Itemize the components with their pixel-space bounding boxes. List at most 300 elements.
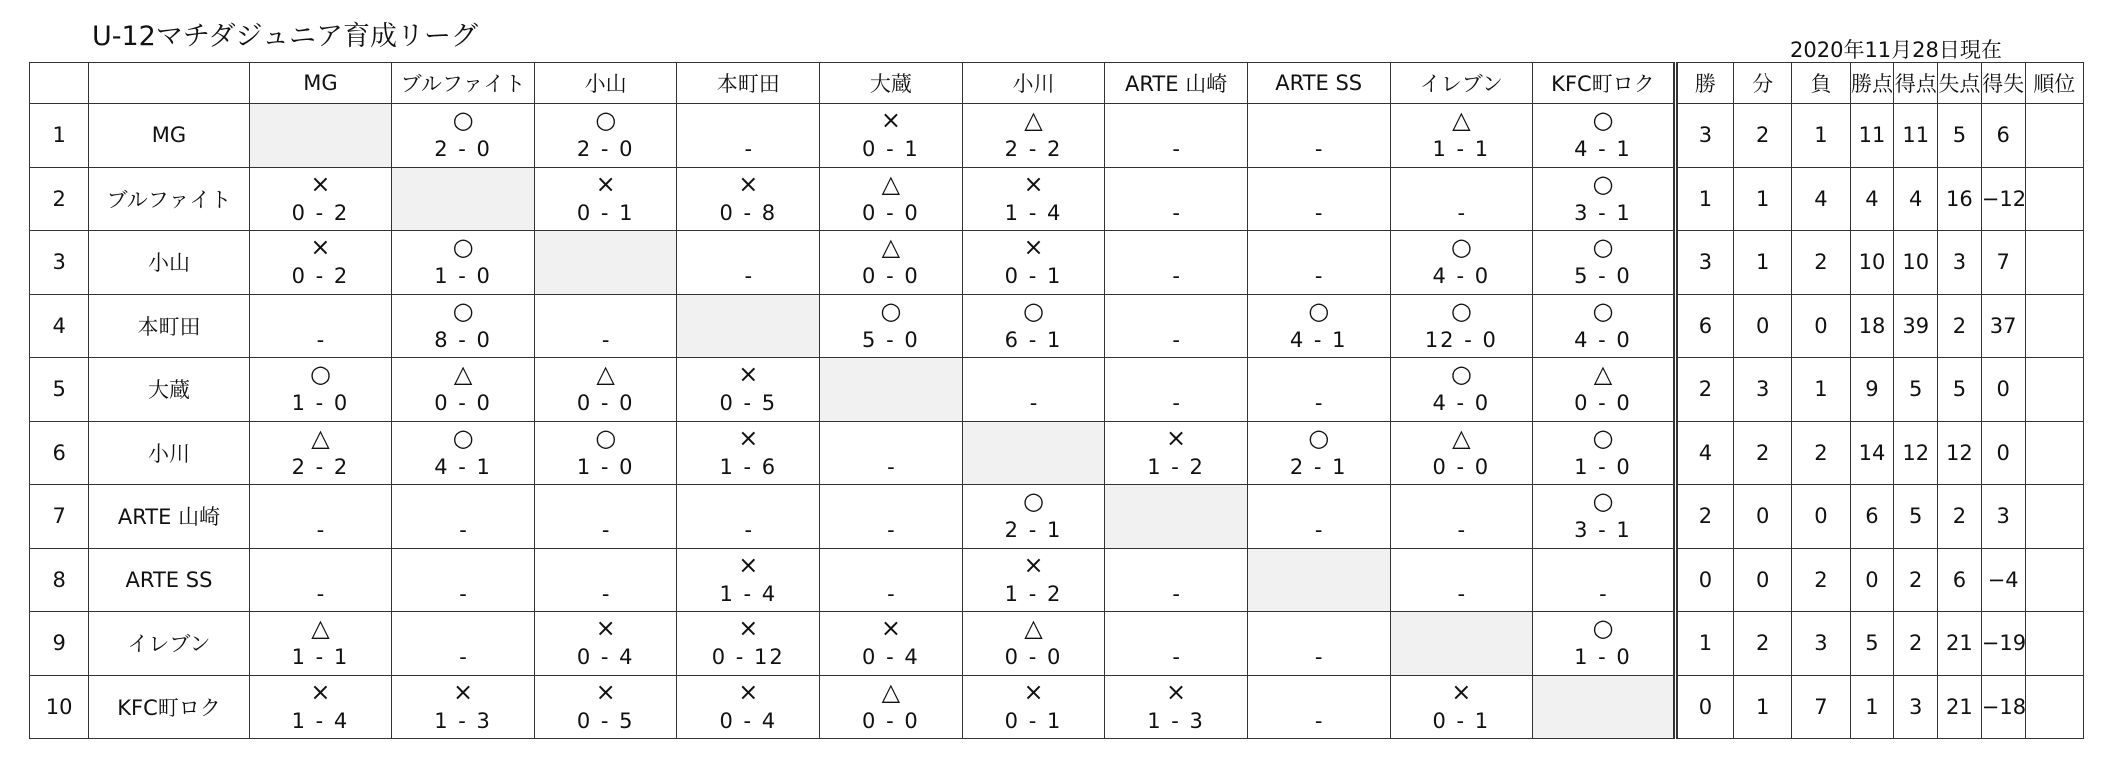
match-result-cell: [962, 104, 1105, 168]
match-result-cell: [534, 294, 677, 358]
stat-cell: 21: [1938, 612, 1982, 676]
match-result-cell: [534, 167, 677, 231]
no-match-dash: -: [316, 518, 325, 543]
result-mark: ○: [1592, 106, 1614, 135]
result-mark-empty: [1248, 360, 1390, 388]
match-result-cell: [820, 167, 963, 231]
match-result-cell: [1533, 421, 1676, 485]
match-result-cell: [962, 167, 1105, 231]
stat-cell: 16: [1938, 167, 1982, 231]
no-match-dash: -: [1599, 581, 1607, 606]
result-mark-empty: [1248, 170, 1390, 198]
result-mark-empty: [677, 106, 819, 134]
no-match-dash: -: [1314, 391, 1323, 416]
stat-cell: 9: [1850, 358, 1894, 422]
match-score: 1 - 3: [434, 708, 492, 733]
match-result-cell: [534, 548, 677, 612]
stat-cell: 2: [1792, 231, 1850, 295]
column-header-team: 小川: [962, 63, 1105, 104]
result-mark: ○: [595, 423, 617, 452]
match-result-cell: [392, 548, 535, 612]
result-mark: ×: [1451, 677, 1472, 706]
stat-cell: 6: [1675, 294, 1733, 358]
match-score: 1 - 3: [1147, 708, 1205, 733]
stat-cell: 5: [1938, 358, 1982, 422]
match-score: 0 - 0: [862, 264, 920, 289]
no-match-dash: -: [1172, 391, 1180, 416]
table-row: [30, 548, 2084, 612]
no-match-dash: -: [744, 518, 753, 543]
stat-cell: [2025, 167, 2084, 231]
match-result-cell: [249, 548, 392, 612]
match-result-cell: [820, 485, 963, 549]
result-mark-empty: [1105, 551, 1247, 579]
league-table: [29, 62, 2084, 739]
result-mark-empty: [250, 487, 392, 515]
no-match-dash: -: [1172, 581, 1180, 606]
match-score: 1 - 4: [1004, 200, 1063, 225]
match-result-cell: [249, 167, 392, 231]
match-score: 1 - 1: [1432, 137, 1491, 162]
result-mark-empty: [963, 360, 1105, 388]
result-mark-empty: [535, 487, 677, 515]
stat-cell: 12: [1938, 421, 1982, 485]
match-score: 0 - 0: [862, 200, 920, 225]
no-match-dash: -: [1029, 391, 1038, 416]
stat-cell: −12: [1981, 167, 2025, 231]
stat-cell: 5: [1938, 104, 1982, 168]
result-mark-empty: [820, 487, 962, 515]
row-team-name: KFC町ロク: [89, 675, 249, 739]
match-score: 4 - 1: [1289, 327, 1348, 352]
match-score: 1 - 4: [719, 581, 778, 606]
result-mark: ×: [880, 106, 901, 135]
match-result-cell: [1390, 358, 1533, 422]
match-result-cell: [392, 675, 535, 739]
stat-cell: [2025, 231, 2084, 295]
match-result-cell: [1533, 612, 1676, 676]
result-mark: ×: [1023, 550, 1044, 579]
stat-cell: 2: [1792, 421, 1850, 485]
stat-cell: 21: [1938, 675, 1982, 739]
no-match-dash: -: [316, 581, 325, 606]
no-match-dash: -: [1172, 645, 1180, 670]
result-mark-empty: [1105, 106, 1247, 134]
stat-cell: [2025, 675, 2084, 739]
stat-cell: 2: [1734, 421, 1792, 485]
match-score: 2 - 1: [1289, 454, 1348, 479]
result-mark: △: [881, 169, 901, 198]
row-team-name: 小川: [89, 421, 249, 485]
result-mark: ×: [738, 550, 759, 579]
stat-cell: 2: [1675, 358, 1733, 422]
stat-cell: 1: [1734, 167, 1792, 231]
match-score: 1 - 1: [291, 645, 350, 670]
match-result-cell: [677, 548, 820, 612]
stat-cell: 6: [1981, 104, 2025, 168]
stat-cell: 3: [1981, 485, 2025, 549]
match-score: 6 - 1: [1004, 327, 1063, 352]
match-result-cell: [962, 612, 1105, 676]
stat-cell: 2: [1734, 104, 1792, 168]
match-result-cell: [1105, 231, 1248, 295]
row-number: 10: [30, 675, 89, 739]
result-mark-empty: [1391, 551, 1533, 579]
stat-cell: 1: [1734, 231, 1792, 295]
match-result-cell: [1533, 358, 1676, 422]
result-mark: ○: [1592, 169, 1614, 198]
column-header-stat: 得点: [1894, 63, 1938, 104]
match-result-cell: [1105, 612, 1248, 676]
stat-cell: 0: [1792, 294, 1850, 358]
match-result-cell: [677, 231, 820, 295]
column-header-team: ARTE 山崎: [1105, 63, 1248, 104]
no-match-dash: -: [601, 327, 610, 352]
match-result-cell: [392, 421, 535, 485]
match-result-cell: [1105, 294, 1248, 358]
stat-cell: 7: [1981, 231, 2025, 295]
no-match-dash: -: [744, 137, 753, 162]
stat-cell: [2025, 612, 2084, 676]
match-result-cell: [1105, 104, 1248, 168]
stat-cell: 1: [1675, 167, 1733, 231]
match-score: 4 - 0: [1574, 327, 1632, 352]
match-score: 8 - 0: [434, 327, 492, 352]
column-header-team: KFC町ロク: [1533, 63, 1676, 104]
match-result-cell: [1390, 104, 1533, 168]
result-mark: ×: [1166, 423, 1187, 452]
stat-cell: [2025, 294, 2084, 358]
table-row: [30, 167, 2084, 231]
match-score: 2 - 0: [434, 137, 492, 162]
result-mark: ×: [310, 677, 331, 706]
match-score: 2 - 2: [291, 454, 350, 479]
result-mark-empty: [1105, 233, 1247, 261]
match-result-cell: [1247, 612, 1390, 676]
match-result-cell: [1105, 421, 1248, 485]
result-mark-empty: [820, 424, 962, 452]
result-mark: ×: [1023, 169, 1044, 198]
no-match-dash: -: [601, 581, 610, 606]
match-result-cell: [820, 294, 963, 358]
match-result-cell: [677, 167, 820, 231]
match-result-cell: [677, 421, 820, 485]
table-row: [30, 421, 2084, 485]
result-mark: ○: [1592, 296, 1614, 325]
match-score: 1 - 0: [1574, 645, 1632, 670]
result-mark: △: [453, 360, 473, 389]
result-mark: ○: [595, 106, 617, 135]
result-mark-empty: [1391, 170, 1533, 198]
match-result-cell: [820, 231, 963, 295]
result-mark: ×: [595, 169, 616, 198]
match-score: 0 - 1: [576, 200, 635, 225]
match-result-cell: [1247, 358, 1390, 422]
stat-cell: −4: [1981, 548, 2025, 612]
stat-cell: 3: [1894, 675, 1938, 739]
result-mark: ×: [1023, 233, 1044, 262]
stat-cell: 1: [1792, 358, 1850, 422]
row-number: 2: [30, 167, 89, 231]
match-score: 1 - 2: [1004, 581, 1063, 606]
match-score: 1 - 4: [291, 708, 350, 733]
match-result-cell: [962, 548, 1105, 612]
row-team-name: イレブン: [89, 612, 249, 676]
result-mark-empty: [1533, 551, 1673, 579]
result-mark-empty: [392, 551, 534, 579]
stat-cell: 37: [1981, 294, 2025, 358]
row-team-name: MG: [89, 104, 249, 168]
match-result-cell: [820, 421, 963, 485]
match-result-cell: [1105, 675, 1248, 739]
match-result-cell: [249, 485, 392, 549]
stat-cell: 2: [1675, 485, 1733, 549]
row-number: 8: [30, 548, 89, 612]
match-score: 0 - 1: [862, 137, 920, 162]
stat-cell: 1: [1734, 675, 1792, 739]
result-mark: ○: [1308, 296, 1330, 325]
stat-cell: 4: [1792, 167, 1850, 231]
result-mark: ○: [452, 233, 474, 262]
result-mark: ×: [738, 423, 759, 452]
stat-cell: 0: [1981, 421, 2025, 485]
match-result-cell: [820, 104, 963, 168]
result-mark-empty: [1105, 360, 1247, 388]
match-result-cell: [1105, 548, 1248, 612]
match-result-cell: [1390, 167, 1533, 231]
result-mark: ×: [453, 677, 474, 706]
result-mark-empty: [392, 487, 534, 515]
match-result-cell: [534, 485, 677, 549]
result-mark-empty: [1391, 487, 1533, 515]
result-mark: ×: [738, 360, 759, 389]
row-team-name: ブルファイト: [89, 167, 249, 231]
match-result-cell: [534, 421, 677, 485]
match-result-cell: [962, 358, 1105, 422]
result-mark: ×: [1023, 677, 1044, 706]
match-result-cell: [820, 612, 963, 676]
match-score: 0 - 5: [719, 391, 778, 416]
stat-cell: 3: [1675, 104, 1733, 168]
result-mark: ○: [309, 360, 331, 389]
match-result-cell: [249, 294, 392, 358]
no-match-dash: -: [887, 581, 895, 606]
match-score: 0 - 0: [1574, 391, 1632, 416]
result-mark: ○: [1450, 233, 1472, 262]
result-mark: ×: [738, 677, 759, 706]
match-score: 0 - 2: [291, 264, 350, 289]
match-result-cell: [249, 231, 392, 295]
result-mark-empty: [250, 551, 392, 579]
result-mark: ○: [1592, 423, 1614, 452]
result-mark-empty: [677, 487, 819, 515]
result-mark: △: [1452, 423, 1471, 452]
stat-cell: 5: [1850, 612, 1894, 676]
result-mark: ×: [595, 677, 616, 706]
match-result-cell: [820, 548, 963, 612]
result-mark: ×: [880, 614, 901, 643]
row-team-name: ARTE SS: [89, 548, 249, 612]
result-mark-empty: [535, 551, 677, 579]
match-result-cell: [677, 675, 820, 739]
self-match-cell: [534, 231, 677, 295]
table-row: [30, 675, 2084, 739]
stat-cell: 10: [1894, 231, 1938, 295]
self-match-cell: [677, 294, 820, 358]
column-header-stat: 分: [1734, 63, 1792, 104]
table-row: [30, 231, 2084, 295]
no-match-dash: -: [744, 264, 753, 289]
stat-cell: 2: [1894, 548, 1938, 612]
no-match-dash: -: [1314, 264, 1323, 289]
row-team-name: ARTE 山崎: [89, 485, 249, 549]
match-score: 1 - 0: [1574, 454, 1632, 479]
match-result-cell: [534, 612, 677, 676]
result-mark: △: [1593, 360, 1613, 389]
header-team: [89, 63, 249, 104]
stat-cell: 5: [1894, 485, 1938, 549]
row-number: 9: [30, 612, 89, 676]
match-score: 0 - 12: [711, 645, 785, 670]
result-mark: ○: [880, 296, 902, 325]
no-match-dash: -: [459, 645, 467, 670]
stat-cell: 1: [1792, 104, 1850, 168]
no-match-dash: -: [459, 581, 467, 606]
match-score: 1 - 6: [719, 454, 778, 479]
result-mark-empty: [1248, 106, 1390, 134]
result-mark-empty: [250, 297, 392, 325]
column-header-stat: 負: [1792, 63, 1850, 104]
stat-cell: 3: [1675, 231, 1733, 295]
column-header-team: イレブン: [1390, 63, 1533, 104]
match-result-cell: [1390, 548, 1533, 612]
result-mark: △: [311, 614, 330, 643]
stat-cell: 18: [1850, 294, 1894, 358]
no-match-dash: -: [316, 327, 325, 352]
result-mark: △: [1024, 614, 1043, 643]
match-result-cell: [1247, 485, 1390, 549]
stat-cell: 2: [1734, 612, 1792, 676]
match-result-cell: [534, 358, 677, 422]
match-score: 5 - 0: [862, 327, 920, 352]
match-score: 1 - 0: [434, 264, 492, 289]
no-match-dash: -: [887, 518, 895, 543]
result-mark-empty: [1105, 614, 1247, 642]
table-row: [30, 358, 2084, 422]
match-score: 0 - 1: [1432, 708, 1491, 733]
no-match-dash: -: [1314, 518, 1323, 543]
match-result-cell: [392, 294, 535, 358]
result-mark: ×: [1166, 677, 1187, 706]
header-no: [30, 63, 89, 104]
no-match-dash: -: [1314, 137, 1323, 162]
match-score: 0 - 0: [862, 708, 920, 733]
match-score: 2 - 1: [1004, 518, 1063, 543]
self-match-cell: [249, 104, 392, 168]
result-mark-empty: [820, 551, 962, 579]
result-mark: ○: [1592, 487, 1614, 516]
match-score: 3 - 1: [1574, 518, 1632, 543]
match-result-cell: [392, 104, 535, 168]
self-match-cell: [1533, 675, 1676, 739]
match-score: 0 - 1: [1004, 264, 1063, 289]
result-mark-empty: [1248, 678, 1390, 706]
match-result-cell: [249, 421, 392, 485]
stat-cell: 6: [1938, 548, 1982, 612]
column-header-team: 本町田: [677, 63, 820, 104]
stat-cell: 0: [1734, 294, 1792, 358]
result-mark-empty: [1105, 170, 1247, 198]
match-result-cell: [1247, 167, 1390, 231]
match-result-cell: [1247, 675, 1390, 739]
row-number: 4: [30, 294, 89, 358]
match-score: 0 - 8: [719, 200, 778, 225]
table-row: [30, 612, 2084, 676]
match-result-cell: [962, 231, 1105, 295]
row-team-name: 小山: [89, 231, 249, 295]
match-result-cell: [1390, 294, 1533, 358]
no-match-dash: -: [1172, 264, 1180, 289]
result-mark-empty: [677, 233, 819, 261]
match-score: 4 - 1: [434, 454, 492, 479]
stat-cell: [2025, 104, 2084, 168]
match-score: 2 - 2: [1004, 137, 1063, 162]
row-team-name: 本町田: [89, 294, 249, 358]
result-mark: △: [1452, 106, 1471, 135]
column-header-stat: 失点: [1938, 63, 1982, 104]
match-result-cell: [1247, 104, 1390, 168]
stat-cell: 0: [1675, 675, 1733, 739]
match-result-cell: [677, 104, 820, 168]
match-result-cell: [1105, 358, 1248, 422]
result-mark: ○: [1592, 614, 1614, 643]
stat-cell: 4: [1850, 167, 1894, 231]
match-score: 1 - 2: [1147, 454, 1205, 479]
match-result-cell: [392, 358, 535, 422]
no-match-dash: -: [601, 518, 610, 543]
no-match-dash: -: [1457, 200, 1466, 225]
match-result-cell: [962, 294, 1105, 358]
result-mark-empty: [1248, 614, 1390, 642]
match-result-cell: [677, 612, 820, 676]
result-mark: ○: [1450, 296, 1472, 325]
stat-cell: 2: [1792, 548, 1850, 612]
match-result-cell: [249, 675, 392, 739]
no-match-dash: -: [1172, 327, 1180, 352]
stat-cell: 2: [1938, 485, 1982, 549]
match-result-cell: [392, 231, 535, 295]
match-result-cell: [1533, 294, 1676, 358]
column-header-team: 小山: [534, 63, 677, 104]
result-mark: ×: [738, 614, 759, 643]
match-result-cell: [1390, 421, 1533, 485]
stat-cell: [2025, 421, 2084, 485]
match-result-cell: [1247, 231, 1390, 295]
match-result-cell: [1247, 421, 1390, 485]
result-mark-empty: [1105, 297, 1247, 325]
match-result-cell: [1390, 675, 1533, 739]
result-mark: ○: [452, 296, 474, 325]
no-match-dash: -: [459, 518, 467, 543]
stat-cell: [2025, 358, 2084, 422]
no-match-dash: -: [1172, 137, 1180, 162]
stat-cell: 6: [1850, 485, 1894, 549]
as-of-date: 2020年11月28日現在: [1790, 38, 2002, 62]
row-number: 6: [30, 421, 89, 485]
row-number: 3: [30, 231, 89, 295]
no-match-dash: -: [887, 454, 895, 479]
self-match-cell: [1390, 612, 1533, 676]
